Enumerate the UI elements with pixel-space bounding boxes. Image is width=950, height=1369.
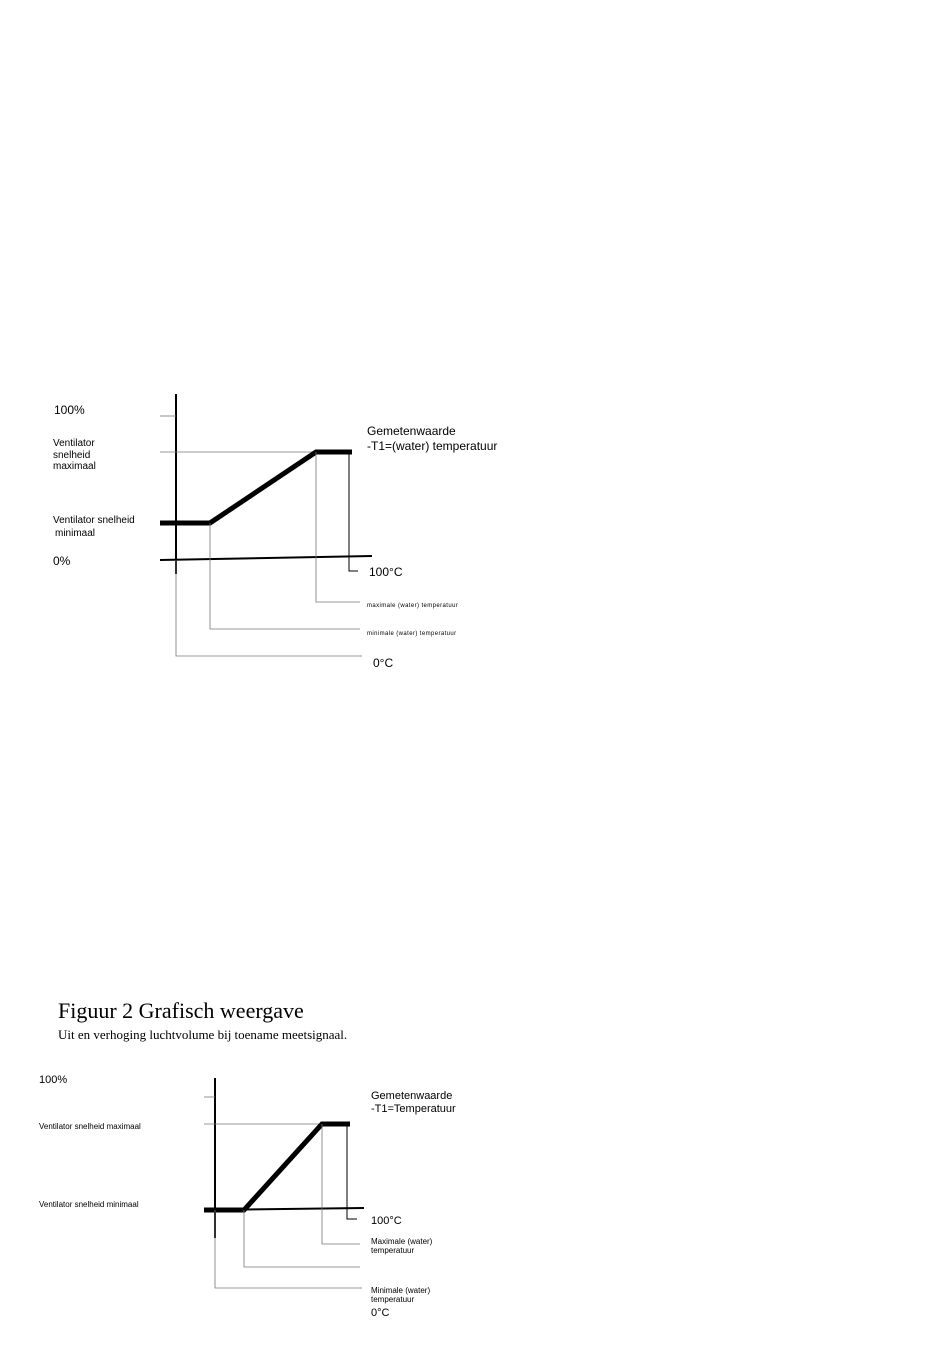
d1-label-100-percent: 100% bbox=[54, 403, 85, 417]
d1-label-min-speed-line1: Ventilator snelheid bbox=[53, 515, 135, 526]
d2-label-100-percent: 100% bbox=[39, 1074, 68, 1086]
d1-label-min-temp: minimale (water) temperatuur bbox=[367, 631, 457, 637]
d2-label-min-speed: Ventilator snelheid minimaal bbox=[39, 1200, 139, 1209]
d2-leader-min-temp bbox=[244, 1210, 360, 1267]
d1-measured-title: Gemetenwaarde bbox=[367, 424, 456, 438]
d1-measured-sub: -T1=(water) temperatuur bbox=[367, 439, 498, 453]
figure-2-title: Figuur 2 Grafisch weergave bbox=[58, 998, 304, 1023]
d1-label-max-temp: maximale (water) temperatuur bbox=[367, 603, 459, 609]
d2-leader-100c bbox=[347, 1124, 357, 1219]
d2-leader-0c bbox=[215, 1210, 362, 1288]
d2-label-100c: 100°C bbox=[371, 1215, 402, 1227]
d2-label-min-temp: Minimale (water) temperatuur bbox=[371, 1286, 431, 1305]
d1-label-100c: 100°C bbox=[369, 565, 403, 579]
d1-label-0c: 0°C bbox=[373, 656, 394, 670]
d2-label-max-temp: Maximale (water) temperatuur bbox=[371, 1237, 433, 1256]
figure-2-subtitle: Uit en verhoging luchtvolume bij toename meetsignaal. bbox=[58, 1027, 348, 1042]
d1-label-max-speed: Ventilator snelheid maximaal bbox=[53, 438, 96, 472]
d1-label-min-speed-line2: minimaal bbox=[55, 528, 96, 539]
d2-label-max-speed: Ventilator snelheid maximaal bbox=[39, 1122, 141, 1131]
d2-measured-title: Gemetenwaarde bbox=[371, 1090, 453, 1102]
d2-label-0c: 0°C bbox=[371, 1307, 390, 1319]
d2-measured-sub: -T1=Temperatuur bbox=[371, 1103, 456, 1115]
d2-response-curve bbox=[204, 1124, 350, 1210]
d2-leader-max-temp bbox=[322, 1124, 360, 1244]
d1-label-0-percent: 0% bbox=[53, 554, 71, 568]
